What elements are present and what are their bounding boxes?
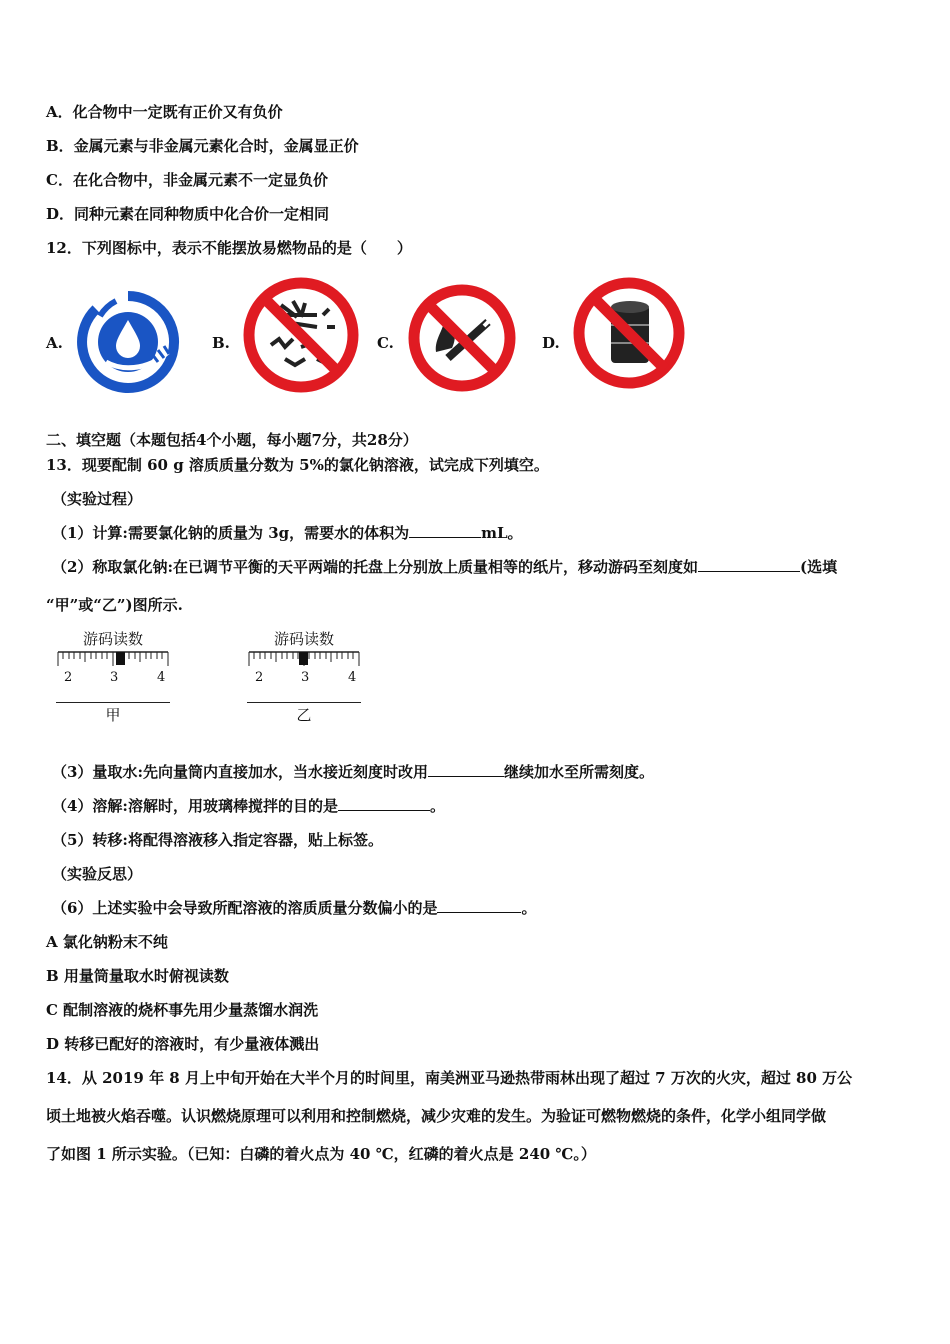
- q13-stem: 13．现要配制 60 g 溶质质量分数为 5%的氯化钠溶液，试完成下列填空。: [46, 456, 549, 474]
- q13-step2-text: （2）称取氯化钠:在已调节平衡的天平两端的托盘上分别放上质量相等的纸片，移动游码至刻度如: [52, 558, 698, 576]
- rider-scale-jia: [56, 628, 170, 728]
- scale-caption: 游码读数: [82, 630, 143, 648]
- no-flammable-storage-icon: [571, 275, 687, 391]
- q13-process-title: （实验过程）: [52, 490, 143, 508]
- divider: [247, 702, 361, 703]
- q13-option-c: C 配制溶液的烧杯事先用少量蒸馏水润洗: [46, 1001, 319, 1019]
- q11-option-c: C．在化合物中，非金属元素不一定显负价: [46, 171, 328, 189]
- q13-step5: （5）转移:将配得溶液移入指定容器，贴上标签。: [52, 831, 383, 849]
- q13-option-b: B 用量筒量取水时俯视读数: [46, 967, 229, 985]
- answer-blank-1[interactable]: [409, 523, 481, 538]
- rider-marker: [299, 652, 308, 665]
- q11-option-a: A．化合物中一定既有正价又有负价: [46, 103, 283, 121]
- q11-option-d: D．同种元素在同种物质中化合价一定相同: [46, 205, 330, 223]
- q11-option-b: B．金属元素与非金属元素化合时，金属显正价: [46, 137, 359, 155]
- q13-reflect-title: （实验反思）: [52, 865, 143, 883]
- q12-label-b: B.: [212, 334, 230, 352]
- q13-option-d: D 转移已配好的溶液时，有少量液体溅出: [46, 1035, 320, 1053]
- q13-step1-text: （1）计算:需要氯化钠的质量为 3g，需要水的体积为: [52, 524, 410, 542]
- ruler-ticks: [247, 650, 361, 670]
- q13-step3: [52, 762, 654, 782]
- scale-tick-label: 4: [157, 670, 166, 685]
- ruler-ticks: [56, 650, 170, 670]
- q13-step4-text: （4）溶解:溶解时，用玻璃棒搅拌的目的是: [52, 797, 338, 815]
- scale-caption: 游码读数: [273, 630, 334, 648]
- answer-blank-4[interactable]: [338, 796, 430, 811]
- scale-label: 甲: [105, 706, 121, 724]
- q12-label-d: D.: [542, 334, 560, 352]
- q13-step6-text: （6）上述实验中会导致所配溶液的溶质质量分数偏小的是: [52, 899, 438, 917]
- no-smoking-icon: [406, 282, 518, 394]
- scale-tick-label: 3: [301, 670, 310, 685]
- answer-blank-5[interactable]: [437, 898, 521, 913]
- q14-line-3: 了如图 1 所示实验。（已知：白磷的着火点为 40 ℃，红磷的着火点是 240 ℃。）: [46, 1145, 596, 1163]
- scale-tick-label: 2: [255, 670, 264, 685]
- q13-step2-continued: “甲”或“乙”)图所示.: [46, 596, 183, 614]
- q13-step3-text: （3）量取水:先向量筒内直接加水，当水接近刻度时改用: [52, 763, 428, 781]
- q14-line-1: 14．从 2019 年 8 月上中旬开始在大半个月的时间里，南美洲亚马逊热带雨林出现了超过 7 万次的火灾，超过 80 万公: [46, 1069, 853, 1087]
- q12-icon-options: [46, 270, 706, 400]
- q13-step6-tail: 。: [521, 899, 537, 917]
- q14-line-2: 顷土地被火焰吞噬。认识燃烧原理可以利用和控制燃烧，减少灾难的发生。为验证可燃物燃烧的条件，化学小组同学做: [46, 1107, 827, 1125]
- rider-scale-yi: [247, 628, 361, 728]
- q13-step1-unit: mL。: [481, 524, 523, 542]
- q13-step2: [52, 557, 837, 577]
- no-fireworks-icon: [241, 275, 361, 395]
- water-saving-icon: [76, 290, 180, 394]
- q13-step4-tail: 。: [429, 797, 445, 815]
- section-heading: 二、填空题（本题包括4个小题，每小题7分，共28分）: [46, 431, 418, 449]
- q13-step1: [52, 523, 523, 543]
- q13-step2-note: (选填: [799, 558, 838, 576]
- q12-stem: 12．下列图标中，表示不能摆放易燃物品的是（ ）: [46, 239, 412, 257]
- rider-marker: [116, 652, 125, 665]
- scale-tick-label: 4: [348, 670, 357, 685]
- q12-label-a: A.: [46, 334, 63, 352]
- q12-label-c: C.: [377, 334, 394, 352]
- divider: [56, 702, 170, 703]
- q13-step4: [52, 796, 445, 816]
- scale-tick-label: 2: [64, 670, 73, 685]
- q13-option-a: A 氯化钠粉末不纯: [46, 933, 168, 951]
- q13-step6: [52, 898, 536, 918]
- scale-label: 乙: [296, 706, 312, 724]
- answer-blank-3[interactable]: [428, 762, 504, 777]
- answer-blank-2[interactable]: [698, 557, 800, 572]
- q13-step3-tail: 继续加水至所需刻度。: [503, 763, 654, 781]
- scale-tick-label: 3: [110, 670, 119, 685]
